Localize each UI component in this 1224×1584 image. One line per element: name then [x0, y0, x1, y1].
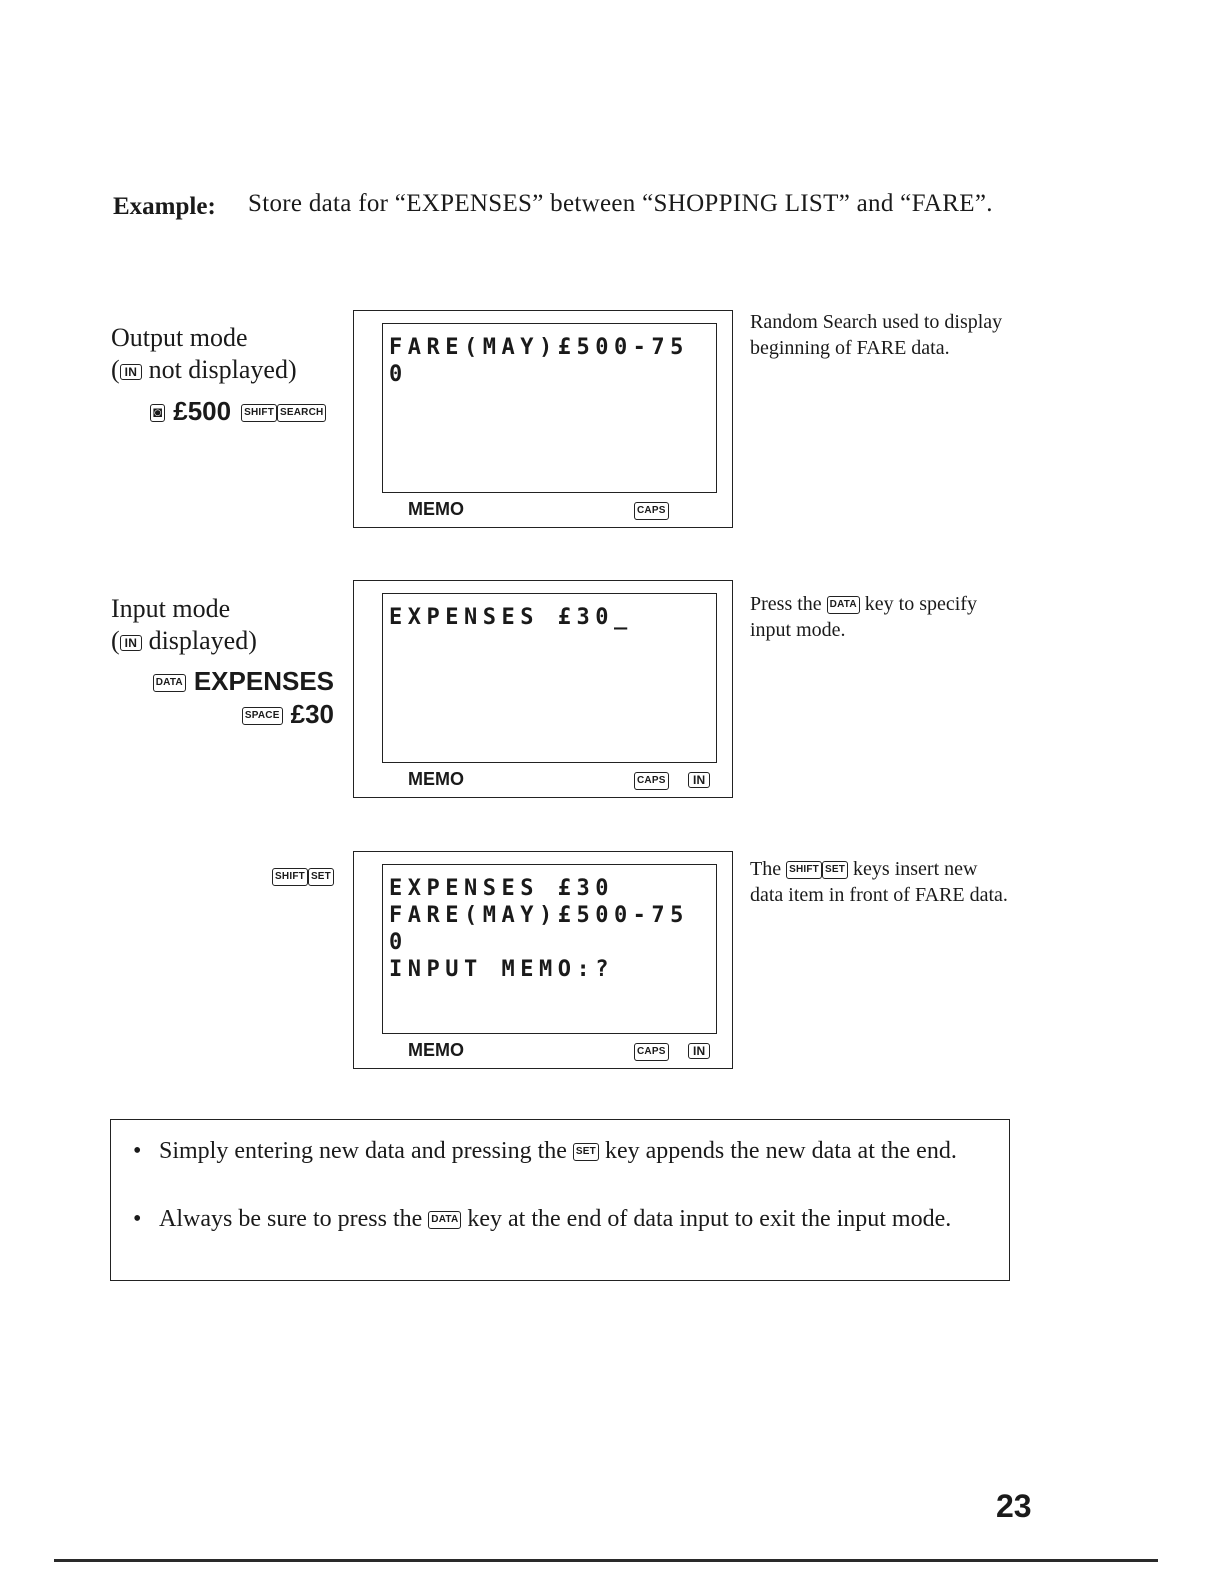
in-indicator-icon: IN [688, 1043, 710, 1059]
memo-indicator: MEMO [408, 1040, 464, 1060]
page-number: 23 [996, 1488, 1032, 1524]
step3-note: The SHIFT SET keys insert new data item in front of FARE data. [750, 858, 1008, 906]
caps-indicator-icon: CAPS [634, 772, 669, 790]
caps-indicator-icon: CAPS [634, 1043, 669, 1061]
lcd-status-bar-2 [408, 769, 718, 790]
lcd-display-2 [353, 580, 733, 798]
step2-note: Press the DATA key to specify input mode. [750, 593, 977, 641]
camera-key-icon: ◙ [150, 404, 165, 422]
lcd-screen-2 [382, 593, 717, 763]
shift-key-icon: SHIFT [241, 404, 277, 422]
step2-keystrokes-line1 [120, 666, 334, 697]
lcd-screen-1 [382, 323, 717, 493]
data-key-icon: DATA [827, 596, 860, 614]
step3-keystrokes [200, 860, 334, 891]
shift-key-icon: SHIFT [272, 868, 308, 886]
memo-indicator: MEMO [408, 499, 464, 519]
lcd-line: INPUT MEMO:? [389, 957, 614, 982]
space-key-icon: SPACE [242, 707, 283, 725]
step1-subtitle: ( IN not displayed) [111, 355, 297, 384]
lcd-text-3 [389, 875, 714, 983]
lcd-line: 0 [389, 362, 408, 387]
in-indicator-icon: IN [688, 772, 710, 788]
memo-indicator: MEMO [408, 769, 464, 789]
lcd-status-bar-1 [408, 499, 718, 520]
lcd-line: FARE(MAY)£500-75 [389, 335, 689, 360]
lcd-line: EXPENSES £30_ [389, 605, 633, 630]
amount-text: £500 [173, 396, 232, 426]
notes-box [110, 1119, 1010, 1281]
note-bullet: • Always be sure to press the DATA key at the end of data input to exit the input mode. [133, 1202, 993, 1236]
set-key-icon: SET [573, 1143, 599, 1161]
search-key-icon: SEARCH [277, 404, 326, 422]
lcd-screen-3 [382, 864, 717, 1034]
step1-note: Random Search used to display beginning of FARE data. [750, 311, 1003, 359]
caps-indicator-icon: CAPS [634, 502, 669, 520]
lcd-line: EXPENSES £30 [389, 876, 614, 901]
in-indicator-icon: IN [120, 364, 142, 380]
step1-title: Output mode [111, 323, 248, 352]
step2-subtitle: ( IN displayed) [111, 626, 257, 655]
lcd-display-1 [353, 310, 733, 528]
example-label: Example: [113, 193, 216, 220]
step2-title: Input mode [111, 594, 231, 623]
lcd-line: 0 [389, 930, 408, 955]
bullet-icon: • [133, 1138, 142, 1164]
note-bullet: • Simply entering new data and pressing the SET key appends the new data at the end. [133, 1134, 993, 1168]
step1-keystrokes [150, 396, 334, 427]
data-key-icon: DATA [153, 674, 186, 692]
example-text: Store data for “EXPENSES” between “SHOPPING LIST” and “FARE”. [248, 190, 993, 217]
lcd-text-2 [389, 604, 714, 631]
data-key-icon: DATA [428, 1211, 461, 1229]
amount-text: £30 [290, 699, 334, 729]
shift-key-icon: SHIFT [786, 861, 822, 879]
bullet-icon: • [133, 1206, 142, 1232]
set-key-icon: SET [822, 861, 848, 879]
in-indicator-icon: IN [120, 635, 142, 651]
lcd-text-1 [389, 334, 714, 388]
entry-text: EXPENSES [193, 666, 334, 696]
bottom-rule [54, 1559, 1158, 1562]
step2-keystrokes-line2 [120, 699, 334, 730]
lcd-display-3 [353, 851, 733, 1069]
set-key-icon: SET [308, 868, 334, 886]
lcd-line: FARE(MAY)£500-75 [389, 903, 689, 928]
lcd-status-bar-3 [408, 1040, 718, 1061]
